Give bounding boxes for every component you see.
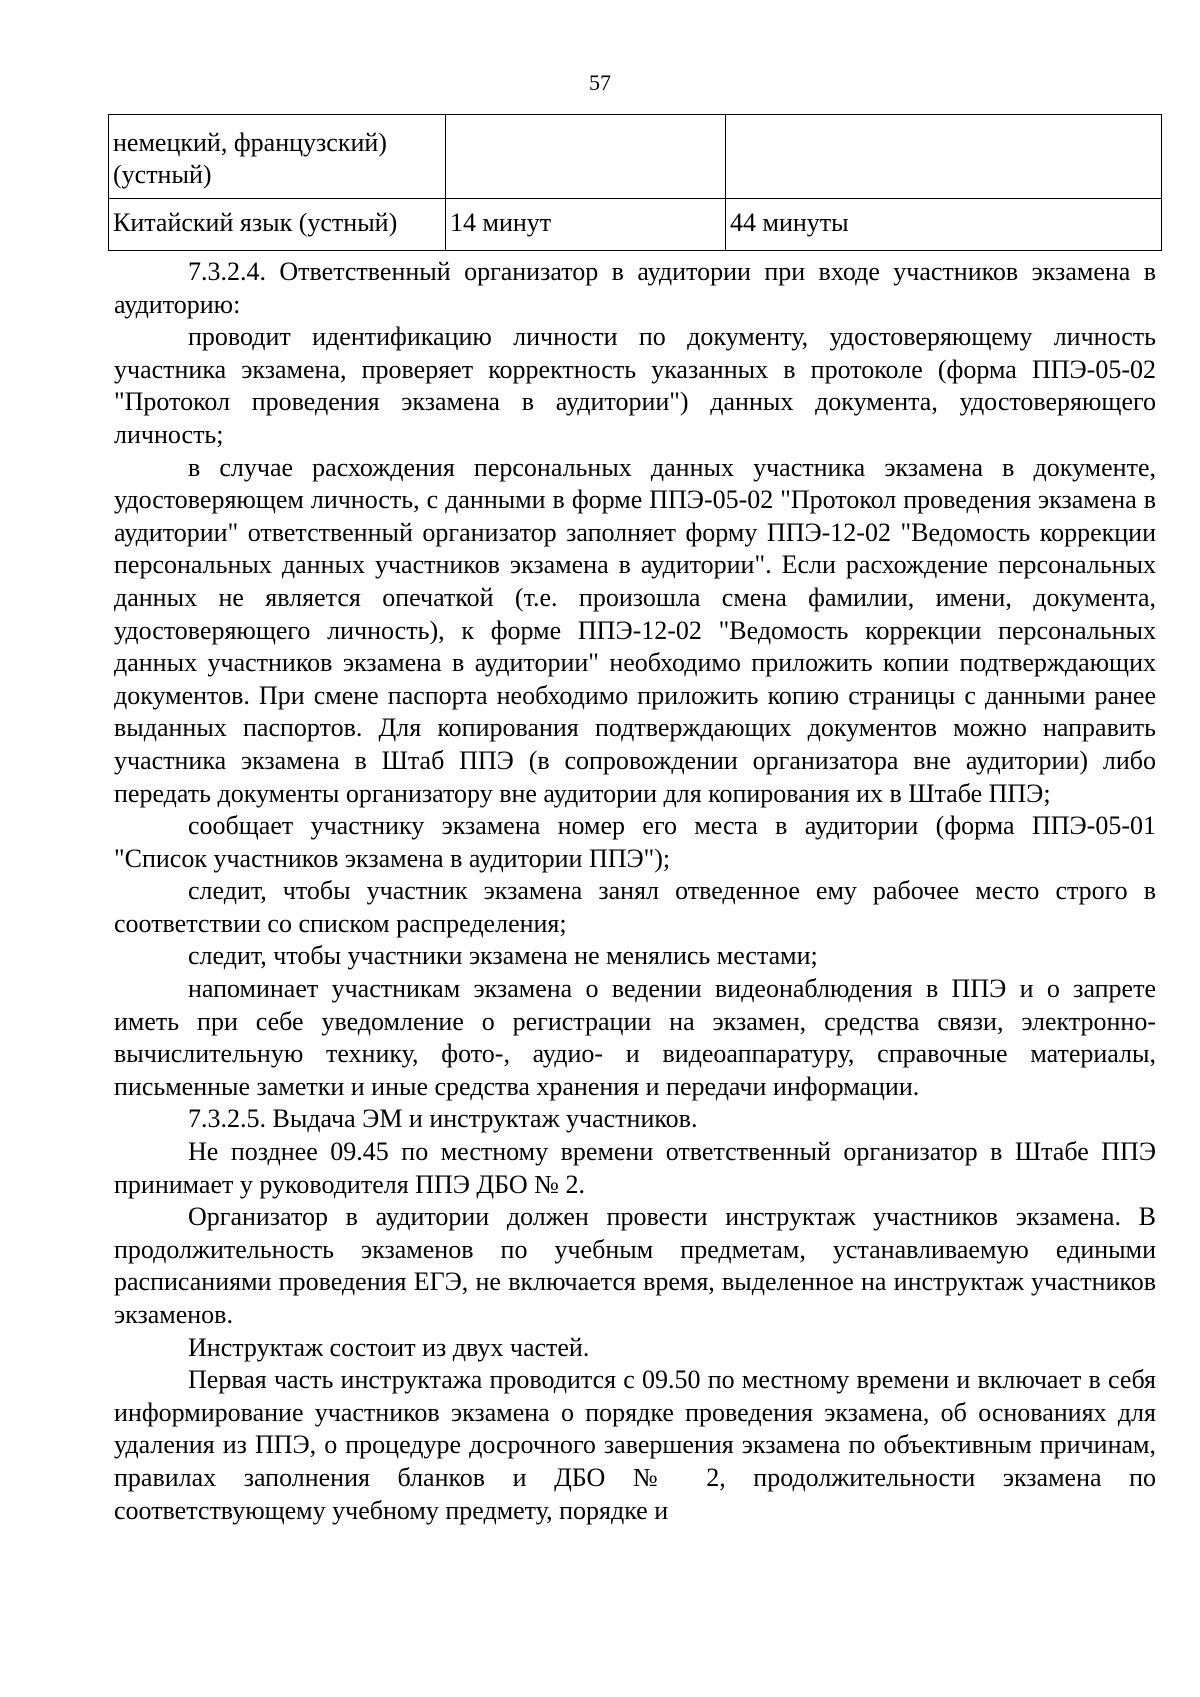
paragraph-data-mismatch: в случае расхождения персональных данных участника экзамена в документе, удостоверяющем личность, с данными в форме ППЭ-05-02 "Протокол проведения экзамена в аудитории" ответственный организатор заполняет форму ППЭ-12-02 "Ведомость коррекции персональных данных участников экзамена в аудитории". Если расхождение персональных данных не является опечаткой (т.е. произошла смена фамилии, имени, документа, удостоверяющего личность), к форме ППЭ-12-02 "Ведомость коррекции персональных данных участников экзамена в аудитории" необходимо приложить копии подтверждающих документов. При смене паспорта необходимо приложить копию страницы с данными ранее выданных паспортов. Для копирования подтверждающих документов можно направить участника экзамена в Штаб ППЭ (в сопровождении организатора вне аудитории) либо передать документы организатору вне аудитории для копирования их в Штабе ППЭ;	[114, 452, 1156, 808]
table-cell-duration	[446, 115, 726, 199]
paragraph-briefing-duty: Организатор в аудитории должен провести инструктаж участников экзамена. В продолжительность экзаменов по учебным предметам, устанавливаемую едиными расписаниями проведения ЕГЭ, не включается время, выделенное на инструктаж участников экзаменов.	[114, 1202, 1156, 1329]
page-number: 57	[589, 70, 611, 95]
table-row	[109, 199, 1162, 251]
paragraph-7-3-2-5-heading: 7.3.2.5. Выдача ЭМ и инструктаж участников.	[188, 1104, 698, 1134]
body-text	[114, 256, 1156, 1527]
paragraph-briefing-first-part: Первая часть инструктажа проводится с 09.50 по местному времени и включает в себя информирование участников экзамена о порядке проведения экзамена, об основаниях для удаления из ППЭ, о процедуре досрочного завершения экзамена по объективным причинам, правилах заполнения бланков и ДБО № 2, продолжительности экзамена по соответствующему учебному предмету, порядке и	[114, 1365, 1156, 1525]
table-cell-total-duration	[726, 115, 1162, 199]
paragraph-identification: проводит идентификацию личности по документу, удостоверяющему личность участника экзамена, проверяет корректность указанных в протоколе (форма ППЭ-05-02 "Протокол проведения экзамена в аудитории") данных документа, удостоверяющего личность;	[114, 322, 1156, 449]
paragraph-seat-number: сообщает участнику экзамена номер его места в аудитории (форма ППЭ-05-01 "Список участников экзамена в аудитории ППЭ");	[114, 811, 1156, 873]
table-cell-subject: немецкий, французский) (устный)	[109, 115, 446, 199]
paragraph-briefing-parts: Инструктаж состоит из двух частей.	[188, 1332, 590, 1362]
table-cell-total-duration: 44 минуты	[726, 199, 1162, 251]
table-row	[109, 115, 1162, 199]
table-cell-duration: 14 минут	[446, 199, 726, 251]
paragraph-no-seat-swap: следит, чтобы участники экзамена не менялись местами;	[188, 941, 818, 971]
paragraph-video-surveillance: напоминает участникам экзамена о ведении видеонаблюдения в ППЭ и о запрете иметь при себе уведомление о регистрации на экзамен, средства связи, электронно-вычислительную технику, фото-, аудио- и видеоаппаратуру, справочные материалы, письменные заметки и иные средства хранения и передачи информации.	[114, 974, 1156, 1101]
paragraph-assigned-seat: следит, чтобы участник экзамена занял отведенное ему рабочее место строго в соответствии со списком распределения;	[114, 876, 1156, 938]
table-cell-subject: Китайский язык (устный)	[109, 199, 446, 251]
exam-duration-table	[108, 114, 1162, 251]
paragraph-dbo-handover: Не позднее 09.45 по местному времени ответственный организатор в Штабе ППЭ принимает у руководителя ППЭ ДБО № 2.	[114, 1137, 1156, 1199]
paragraph-7-3-2-4-heading: 7.3.2.4. Ответственный организатор в аудитории при входе участников экзамена в аудиторию:	[114, 257, 1156, 319]
